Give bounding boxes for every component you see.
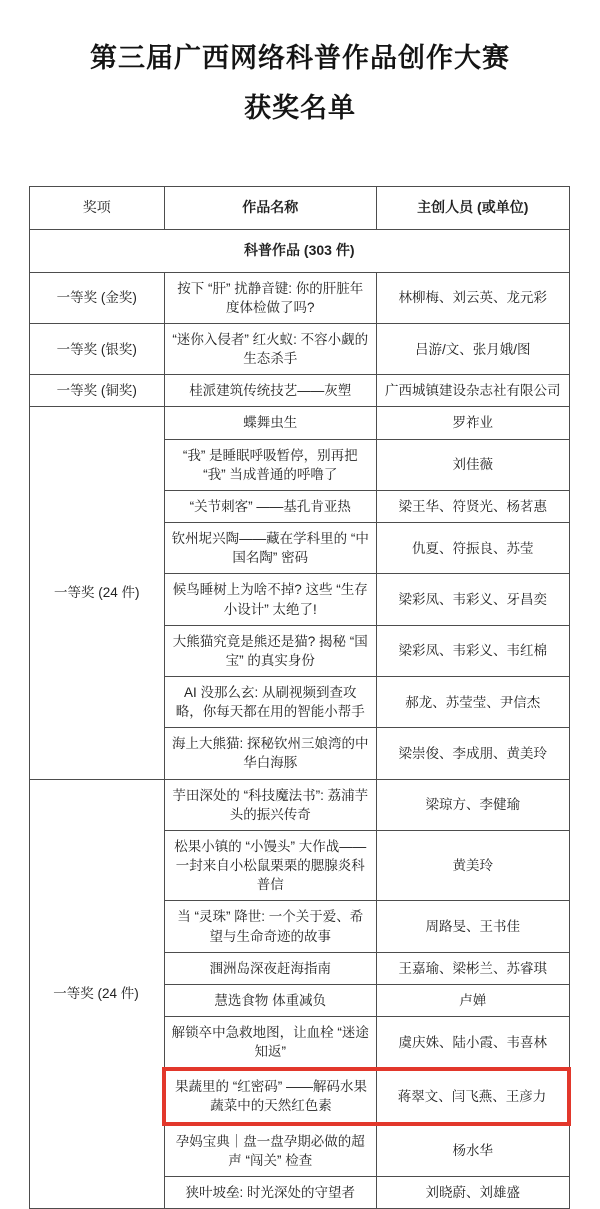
work-title-cell: “迷你入侵者” 红火蚁: 不容小觑的生态杀手 [164, 323, 376, 374]
creators-cell: 虞庆姝、陆小霞、韦喜林 [376, 1017, 569, 1070]
creators-cell: 卢婵 [376, 984, 569, 1016]
work-title-cell: 慧选食物 体重减负 [164, 984, 376, 1016]
award-cell: 一等奖 (铜奖) [29, 375, 164, 407]
work-title-cell: “我” 是睡眠呼吸暂停，别再把 “我” 当成普通的呼噜了 [164, 439, 376, 490]
work-title-cell: 松果小镇的 “小馒头” 大作战——一封来自小松鼠栗栗的腮腺炎科普信 [164, 830, 376, 900]
creators-cell: 梁彩凤、韦彩义、牙昌奕 [376, 574, 569, 625]
work-title-cell: 狭叶坡垒: 时光深处的守望者 [164, 1176, 376, 1208]
column-header-work: 作品名称 [164, 186, 376, 229]
creators-cell: 吕游/文、张月娥/图 [376, 323, 569, 374]
table-row [29, 407, 569, 439]
awards-table [29, 186, 572, 1209]
award-cell: 一等奖 (银奖) [29, 323, 164, 374]
work-title-cell: 海上大熊猫: 探秘钦州三娘湾的中华白海豚 [164, 728, 376, 779]
work-title-cell: 芋田深处的 “科技魔法书”: 荔浦芋头的振兴传奇 [164, 779, 376, 830]
table-row [29, 323, 569, 374]
work-title-cell: 解锁卒中急救地图，让血栓 “迷途知返” [164, 1017, 376, 1070]
table-header-row [29, 186, 569, 229]
creators-cell: 罗祚业 [376, 407, 569, 439]
creators-cell: 杨水华 [376, 1124, 569, 1177]
creators-cell: 梁琼方、李健瑜 [376, 779, 569, 830]
creators-cell: 王嘉瑜、梁彬兰、苏睿琪 [376, 952, 569, 984]
page-title [18, 34, 582, 134]
work-title-cell: 果蔬里的 “红密码” ——解码水果蔬菜中的天然红色素 [164, 1069, 376, 1123]
work-title-cell: 桂派建筑传统技艺——灰塑 [164, 375, 376, 407]
creators-cell: 梁王华、符贤光、杨茗惠 [376, 490, 569, 522]
creators-cell: 广西城镇建设杂志社有限公司 [376, 375, 569, 407]
creators-cell: 梁彩凤、韦彩义、韦红棉 [376, 625, 569, 676]
creators-cell: 蒋翠文、闫飞燕、王彦力 [376, 1069, 569, 1123]
column-header-creators: 主创人员 (或单位) [376, 186, 569, 229]
award-cell: 一等奖 (金奖) [29, 272, 164, 323]
creators-cell: 刘佳薇 [376, 439, 569, 490]
page-title-line-2: 获奖名单 [244, 92, 356, 123]
work-title-cell: 涠洲岛深夜赶海指南 [164, 952, 376, 984]
creators-cell: 仇夏、符振良、苏莹 [376, 523, 569, 574]
work-title-cell: “关节刺客” ——基孔肯亚热 [164, 490, 376, 522]
award-group-cell: 一等奖 (24 件) [29, 407, 164, 779]
work-title-cell: 孕妈宝典｜盘一盘孕期必做的超声 “闯关” 检查 [164, 1124, 376, 1177]
section-title: 科普作品 (303 件) [29, 229, 569, 272]
creators-cell: 梁崇俊、李成朋、黄美玲 [376, 728, 569, 779]
creators-cell: 黄美玲 [376, 830, 569, 900]
work-title-cell: 钦州坭兴陶——藏在学科里的 “中国名陶” 密码 [164, 523, 376, 574]
work-title-cell: 候鸟睡树上为啥不掉? 这些 “生存小设计” 太绝了! [164, 574, 376, 625]
creators-cell: 刘晓蔚、刘雄盛 [376, 1176, 569, 1208]
award-group-cell: 一等奖 (24 件) [29, 779, 164, 1209]
work-title-cell: 蝶舞虫生 [164, 407, 376, 439]
creators-cell: 周路旻、王书佳 [376, 901, 569, 952]
page-title-line-1: 第三届广西网络科普作品创作大赛 [90, 43, 510, 73]
work-title-cell: 大熊猫究竟是熊还是猫? 揭秘 “国宝” 的真实身份 [164, 625, 376, 676]
creators-cell: 林柳梅、刘云英、龙元彩 [376, 272, 569, 323]
creators-cell: 郝龙、苏莹莹、尹信杰 [376, 676, 569, 727]
table-row [29, 375, 569, 407]
section-row [29, 229, 569, 272]
work-title-cell: AI 没那么玄: 从刷视频到查攻略，你每天都在用的智能小帮手 [164, 676, 376, 727]
table-row [29, 779, 569, 830]
table-row [29, 272, 569, 323]
work-title-cell: 按下 “肝” 扰静音键: 你的肝脏年度体检做了吗? [164, 272, 376, 323]
work-title-cell: 当 “灵珠” 降世: 一个关于爱、希望与生命奇迹的故事 [164, 901, 376, 952]
column-header-award: 奖项 [29, 186, 164, 229]
